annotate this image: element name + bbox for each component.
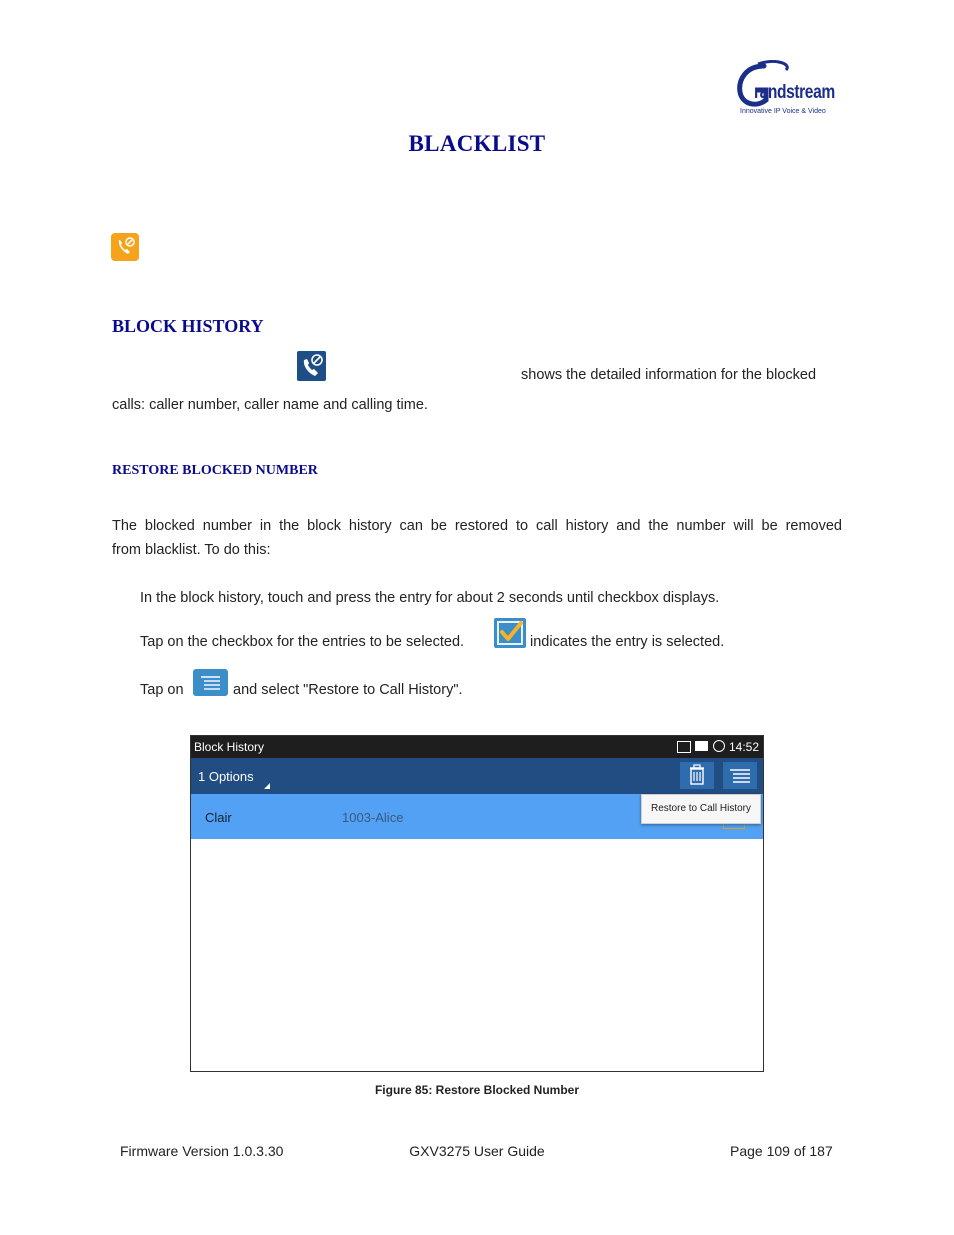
action-toolbar xyxy=(191,758,763,794)
restore-to-call-history-menu-item[interactable]: Restore to Call History xyxy=(641,794,761,824)
step-1: In the block history, touch and press the entry for about 2 seconds until checkbox displays. xyxy=(140,590,720,606)
page-title: BLACKLIST xyxy=(408,131,546,156)
block-history-intro: shows the detailed information for the blocked xyxy=(521,367,817,383)
footer-firmware-version: Firmware Version 1.0.3.30 xyxy=(120,1143,284,1159)
footer-guide-title: GXV3275 User Guide xyxy=(409,1143,545,1159)
step-3-before: Tap on xyxy=(140,682,184,698)
step-2-after: indicates the entry is selected. xyxy=(530,634,725,650)
step-3-after: and select "Restore to Call History". xyxy=(233,682,463,698)
figure-caption: Figure 85: Restore Blocked Number xyxy=(374,1083,580,1097)
footer-page-number: Page 109 of 187 xyxy=(730,1143,833,1159)
logo-wordmark: randstream xyxy=(754,82,835,103)
menu-icon xyxy=(193,669,228,696)
entry-number: 1003-Alice xyxy=(342,810,404,825)
block-history-intro-line2: calls: caller number, caller name and calling time. xyxy=(112,397,428,413)
block-history-heading: BLOCK HISTORY xyxy=(112,316,264,336)
blacklist-app-icon xyxy=(111,233,139,261)
restore-paragraph-line1: The blocked number in the block history can be restored to call history and the number will be removed xyxy=(112,518,842,534)
ftp-icon xyxy=(695,741,708,751)
restore-heading: RESTORE BLOCKED NUMBER xyxy=(112,463,318,478)
step-2-before: Tap on the checkbox for the entries to be selected. xyxy=(140,634,465,650)
status-bar-title: Block History xyxy=(194,740,265,754)
picture-icon xyxy=(677,741,691,753)
dropdown-triangle-icon xyxy=(264,783,270,789)
delete-button[interactable] xyxy=(680,762,714,789)
sync-icon xyxy=(713,740,725,752)
trash-icon xyxy=(680,762,714,789)
restore-paragraph-line2: from blacklist. To do this: xyxy=(112,542,271,558)
entry-name: Clair xyxy=(205,810,232,825)
block-history-screenshot xyxy=(190,735,764,1072)
logo-tagline: Innovative IP Voice & Video xyxy=(740,108,826,115)
status-bar-time: 14:52 xyxy=(728,740,759,754)
checked-checkbox-icon xyxy=(494,618,526,648)
options-dropdown[interactable]: 1 Options xyxy=(198,769,254,784)
block-history-icon xyxy=(297,351,326,381)
overflow-menu-button[interactable] xyxy=(723,762,757,789)
status-bar xyxy=(191,736,763,758)
menu-lines-icon xyxy=(723,762,757,789)
